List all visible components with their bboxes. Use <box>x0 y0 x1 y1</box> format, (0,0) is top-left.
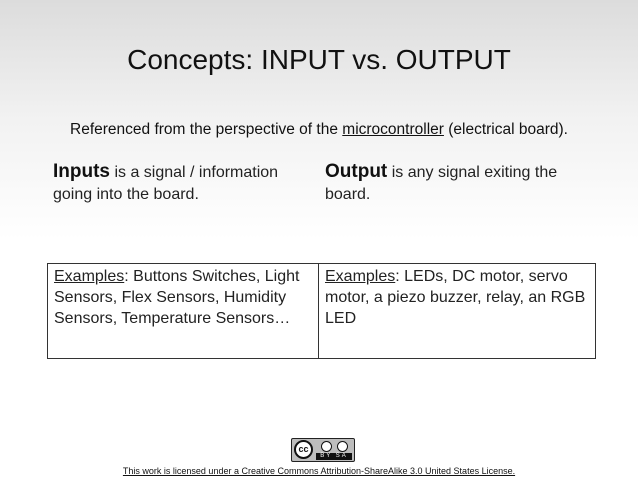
output-examples-label: Examples <box>325 268 396 285</box>
share-alike-icon <box>337 441 348 452</box>
microcontroller-link[interactable]: microcontroller <box>342 121 444 138</box>
output-definition <box>325 161 595 206</box>
attribution-icon <box>321 441 332 452</box>
output-text: is any signal exiting the board. <box>325 164 558 203</box>
input-examples-text: : Buttons Switches, Light Sensors, Flex Sensors, Humidity Sensors, Temperature Sensors… <box>54 268 300 327</box>
subtitle-after: (electrical board). <box>443 121 568 138</box>
subtitle <box>0 121 638 139</box>
creative-commons-badge[interactable] <box>291 438 355 462</box>
badge-strip: BY SA <box>316 453 352 460</box>
output-examples-text: : LEDs, DC motor, servo motor, a piezo buzzer, relay, an RGB LED <box>325 268 586 327</box>
input-examples-label: Examples <box>54 268 125 285</box>
cc-icon: cc <box>294 440 313 459</box>
inputs-text: is a signal / information going into the board. <box>53 164 279 203</box>
output-heading: Output <box>325 161 388 182</box>
examples-table <box>47 263 596 359</box>
inputs-definition <box>53 161 321 206</box>
slide-title: Concepts: INPUT vs. OUTPUT <box>127 44 511 75</box>
input-examples-cell <box>48 264 319 358</box>
output-examples-cell <box>319 264 595 358</box>
subtitle-before: Referenced from the perspective of the <box>70 121 343 138</box>
license-link[interactable]: This work is licensed under a Creative Commons Attribution-ShareAlike 3.0 United States License. <box>122 466 516 476</box>
inputs-heading: Inputs <box>53 161 110 182</box>
